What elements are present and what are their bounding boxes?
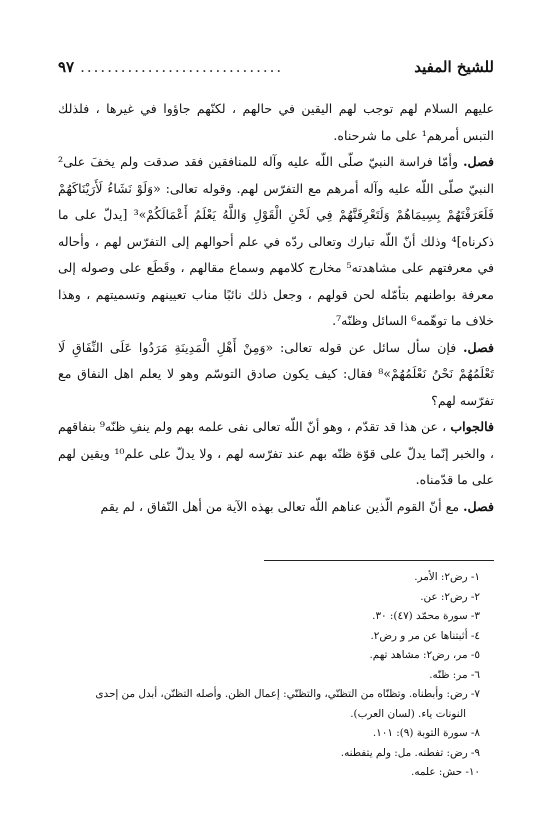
- main-text: [58, 96, 494, 520]
- section-lead: فصل.: [463, 339, 494, 355]
- footnote: ٤- أثبتناها عن مر و رض٢.: [370, 629, 480, 642]
- footnote: ٨- سورة التوبة (٩): ١٠١.: [372, 727, 480, 739]
- paragraph-2-text: وأمّا فراسة النبيّ صلّى اللّه عليه وآله للمنافقين فقد صدقت ولم يخفَ على² النبيّ صلّى اللّه عليه وآله أمرهم مع التفرّس لهم. وقوله تعالى: «وَلَوْ نَشَاءُ لَأَرَيْنَاكَهُمْ فَلَعَرَفْتَهُمْ بِسِيمَاهُمْ وَلَتَعْرِفَنَّهُمْ فِي لَحْنِ الْقَوْلِ وَاللَّهُ يَعْلَمُ أَعْمَالَكُمْ»³ [يدلّ على ما ذكرناه]⁴ وذلك أنّ اللّه تبارك وتعالى ردّه في علم أحوالهم إلى التفرّس لهم ، وأحاله في معرفتهم على مشاهدته⁵ مخارج كلامهم وسماع مقالهم ، وقَطَع على وصوله إلى معرفة بواطنهم بتأمّله لحن قولهم ، وجعل ذلك نائبًا مناب تعيينهم وتسميتهم ، وهذا خلاف ما توهّمه⁶ السائل وظنّه⁷.: [58, 154, 495, 328]
- footnote-continuation: النونات ياء. (لسان العرب).: [350, 707, 466, 720]
- paragraph-1: عليهم السلام لهم توجب لهم اليقين في حالهم ، لكنّهم جاؤوا في غيرها ، فلذلك التبس أمرهم¹ على ما شرحناه.: [58, 101, 494, 143]
- paragraph-5-text: مع أنّ القوم الّذين عناهم اللّه تعالى بهذه الآية من أهل النّفاق ، لم يقم: [100, 498, 464, 514]
- page-number: ٩٧: [58, 58, 75, 76]
- footnote: ١٠- حش: علمه.: [411, 766, 480, 778]
- footnote: ٣- سورة محمّد (٤٧): ٣٠.: [372, 610, 480, 622]
- running-header: [58, 58, 494, 82]
- header-leader-dots: ..............................: [80, 58, 284, 76]
- header-title: للشيخ المفيد: [414, 58, 494, 76]
- section-lead: فصل.: [463, 498, 494, 514]
- section-lead: فصل.: [463, 154, 494, 169]
- footnote: ٥- مر، رض٢: مشاهد تهم.: [369, 649, 480, 661]
- footnote: ٢- رض٢: عن.: [420, 590, 480, 603]
- paragraph-3: [58, 335, 494, 415]
- footnote: ١- رض٢: الأمر.: [414, 571, 480, 583]
- paragraph-4: [58, 414, 494, 494]
- footnote: ٧- رض: وأبطناه. وتظنّاه من التظنّي، والتظنّي: إعمال الظن. وأصله التظنّن، أبدل من إحدى: [95, 688, 480, 700]
- footnote-divider: [264, 560, 494, 561]
- paragraph-4-text: ، عن هذا قد تقدّم ، وهو أنّ اللّه تعالى نفى علمه بهم ولم ينفِ ظنّه⁹ بنفاقهم ، والخبر إنّما يدلّ على قوّة ظنّه بهم عند تفرّسه لهم ، ولا يدلّ على علم¹⁰ ويقين لهم على ما قدّمناه.: [58, 419, 494, 487]
- footnote: ٩- رض: تفطنه. مل: ولم يتفطنه.: [340, 746, 480, 759]
- section-lead: فالجواب: [450, 419, 494, 434]
- paragraph-3-text: فإن سأل سائل عن قوله تعالى: «وَمِنْ أَهْلِ الْمَدِينَةِ مَرَدُوا عَلَى النِّفَاقِ لَا تَعْلَمُهُمْ نَحْنُ نَعْلَمُهُمْ»⁸ فقال: كيف يكون صادق التوسّم وهو لا يعلم اهل النفاق مع تفرّسه لهم؟: [58, 339, 494, 408]
- paragraph-5: [58, 494, 494, 521]
- paragraph-2: [58, 149, 494, 335]
- footnotes: [58, 568, 480, 783]
- footnote: ٦- مر: ظنّه.: [429, 668, 480, 681]
